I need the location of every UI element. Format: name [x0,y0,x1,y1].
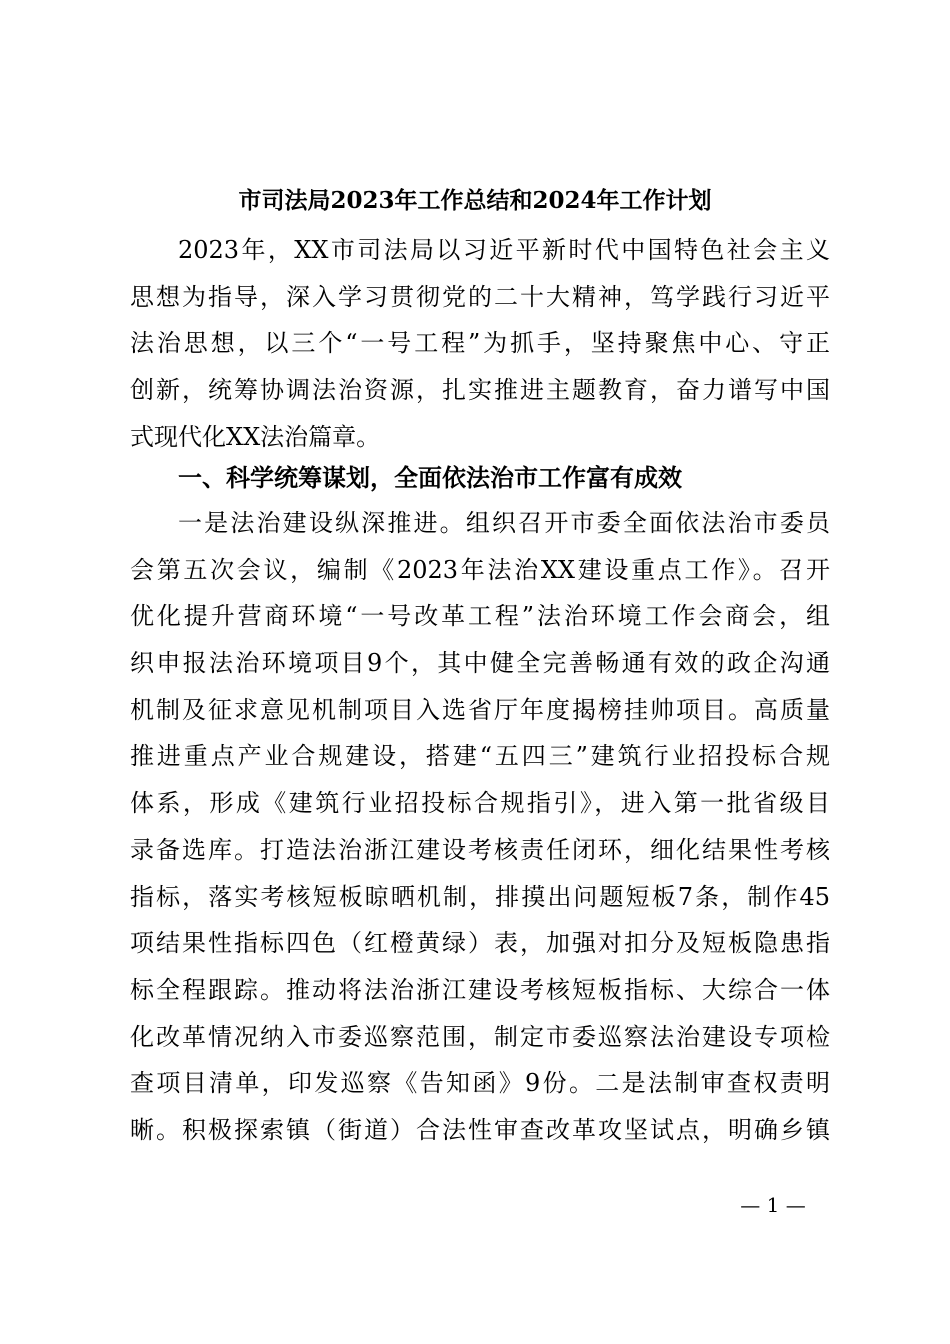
paragraph-line: 法治思想，以三个“一号工程”为抓手，坚持聚焦中心、守正 [130,329,830,358]
paragraph-line: 项结果性指标四色（红橙黄绿）表，加强对扣分及短板隐患指 [130,929,830,958]
section-heading: 一、科学统筹谋划，全面依法治市工作富有成效 [178,464,682,492]
paragraph-line: 标全程跟踪。推动将法治浙江建设考核短板指标、大综合一体 [130,975,830,1004]
paragraph-line: 录备选库。打造法治浙江建设考核责任闭环，细化结果性考核 [130,835,830,864]
paragraph-line: 式现代化XX法治篇章。 [130,422,381,451]
paragraph-line: 推进重点产业合规建设，搭建“五四三”建筑行业招投标合规 [130,742,830,771]
paragraph-line: 2023年，XX市司法局以习近平新时代中国特色社会主义 [178,236,830,264]
paragraph-line: 机制及征求意见机制项目入选省厅年度揭榜挂帅项目。高质量 [130,695,830,724]
document-title: 市司法局2023年工作总结和2024年工作计划 [238,187,712,214]
paragraph-line: 化改革情况纳入市委巡察范围，制定市委巡察法治建设专项检 [130,1022,830,1051]
paragraph-line: 一是法治建设纵深推进。组织召开市委全面依法治市委员 [178,509,830,537]
paragraph-line: 晰。积极探索镇（街道）合法性审查改革攻坚试点，明确乡镇 [130,1115,830,1144]
intro-paragraph [130,227,830,460]
paragraph-line: 会第五次会议，编制《2023年法治XX建设重点工作》。召开 [130,555,830,584]
paragraph-line: 查项目清单，印发巡察《告知函》9份。二是法制审查权责明 [130,1069,830,1098]
paragraph-line: 体系，形成《建筑行业招投标合规指引》，进入第一批省级目 [130,789,830,818]
body-paragraph [130,500,830,1154]
paragraph-line: 优化提升营商环境“一号改革工程”法治环境工作会商会，组 [130,602,830,631]
paragraph-line: 创新，统筹协调法治资源，扎实推进主题教育，奋力谱写中国 [130,376,830,405]
paragraph-line: 指标，落实考核短板晾晒机制，排摸出问题短板7条，制作45 [130,882,830,911]
paragraph-line: 思想为指导，深入学习贯彻党的二十大精神，笃学践行习近平 [130,282,830,311]
paragraph-line: 织申报法治环境项目9个，其中健全完善畅通有效的政企沟通 [130,649,830,678]
page-number: — 1 — [740,1193,806,1217]
